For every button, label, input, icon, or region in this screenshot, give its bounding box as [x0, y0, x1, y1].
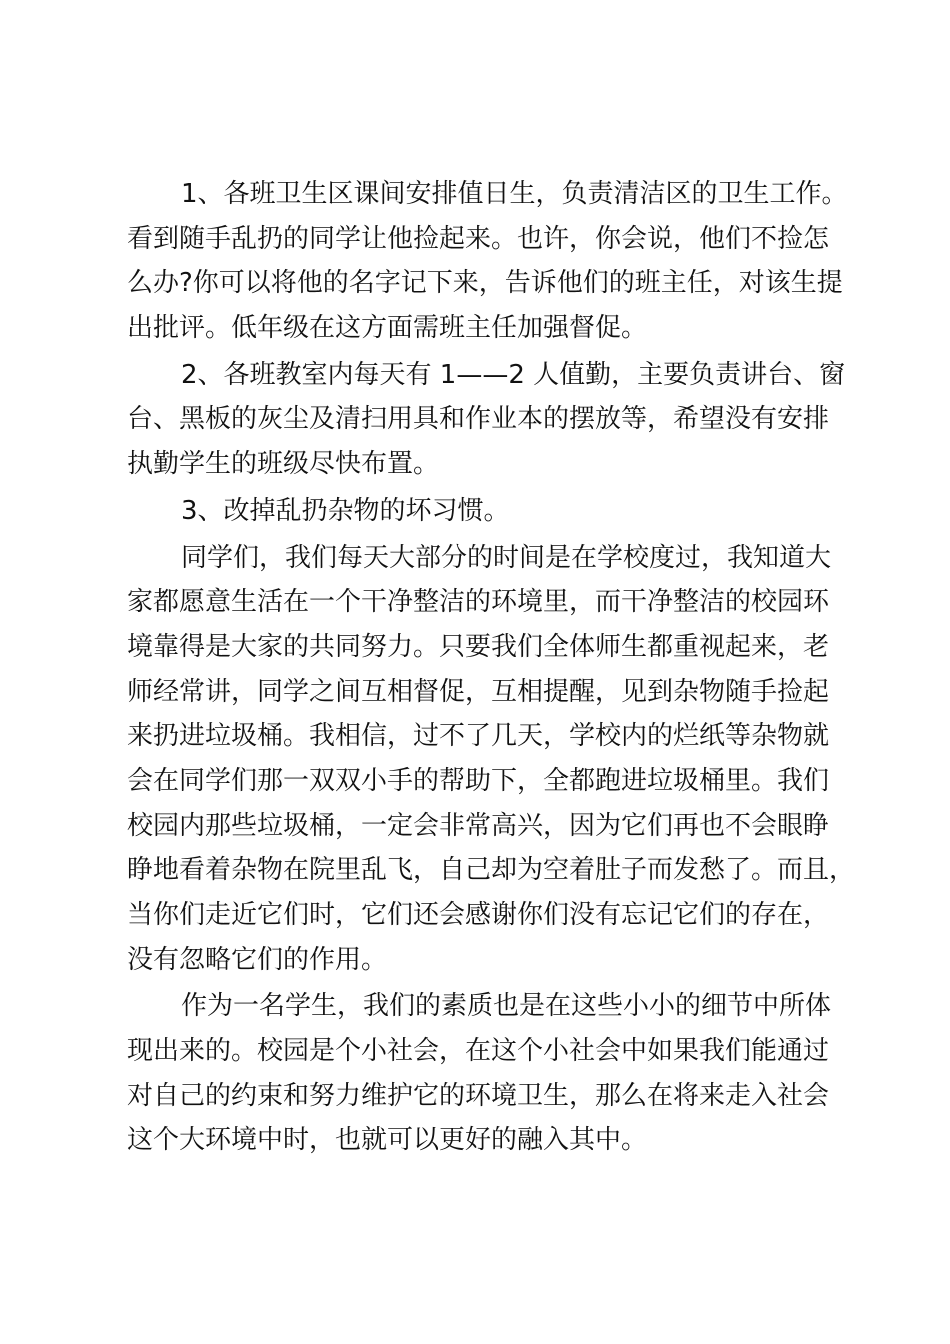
- paragraph-line: 睁地看着杂物在院里乱飞，自己却为空着肚子而发愁了。而且，: [127, 855, 856, 886]
- paragraph-line: 出批评。低年级在这方面需班主任加强督促。: [127, 313, 648, 344]
- paragraph-line: 3、改掉乱扔杂物的坏习惯。: [181, 495, 510, 526]
- paragraph-line: 来扔进垃圾桶。我相信，过不了几天，学校内的烂纸等杂物就: [127, 721, 830, 752]
- paragraph-line: 作为一名学生，我们的素质也是在这些小小的细节中所体: [181, 991, 832, 1022]
- paragraph-line: 会在同学们那一双双小手的帮助下，全都跑进垃圾桶里。我们: [127, 765, 830, 796]
- paragraph-line: 当你们走近它们时，它们还会感谢你们没有忘记它们的存在，: [127, 900, 830, 930]
- document-body: [127, 172, 856, 1163]
- paragraph-line: 1、各班卫生区课间安排值日生，负责清洁区的卫生工作。: [181, 179, 848, 209]
- paragraph-line: 没有忽略它们的作用。: [127, 944, 388, 975]
- paragraph-line: 么办?你可以将他的名字记下来，告诉他们的班主任，对该生提: [127, 268, 843, 299]
- paragraph-line: 对自己的约束和努力维护它的环境卫生，那么在将来走入社会: [127, 1080, 830, 1111]
- paragraph-line: 校园内那些垃圾桶，一定会非常高兴，因为它们再也不会眼睁: [127, 810, 830, 841]
- paragraph-line: 师经常讲，同学之间互相督促，互相提醒，见到杂物随手捡起: [127, 676, 830, 707]
- paragraph-line: 同学们，我们每天大部分的时间是在学校度过，我知道大: [181, 542, 832, 573]
- paragraph-line: 看到随手乱扔的同学让他捡起来。也许，你会说，他们不捡怎: [127, 223, 830, 254]
- paragraph-line: 执勤学生的班级尽快布置。: [127, 449, 440, 480]
- paragraph-line: 境靠得是大家的共同努力。只要我们全体师生都重视起来，老: [127, 631, 830, 662]
- paragraph-line: 2、各班教室内每天有 1——2 人值勤，主要负责讲台、窗: [181, 359, 846, 390]
- paragraph-line: 台、黑板的灰尘及清扫用具和作业本的摆放等，希望没有安排: [127, 404, 830, 435]
- paragraph-line: 这个大环境中时，也就可以更好的融入其中。: [127, 1125, 648, 1156]
- paragraph-line: 现出来的。校园是个小社会，在这个小社会中如果我们能通过: [127, 1036, 830, 1067]
- paragraph-line: 家都愿意生活在一个干净整洁的环境里，而干净整洁的校园环: [127, 587, 830, 618]
